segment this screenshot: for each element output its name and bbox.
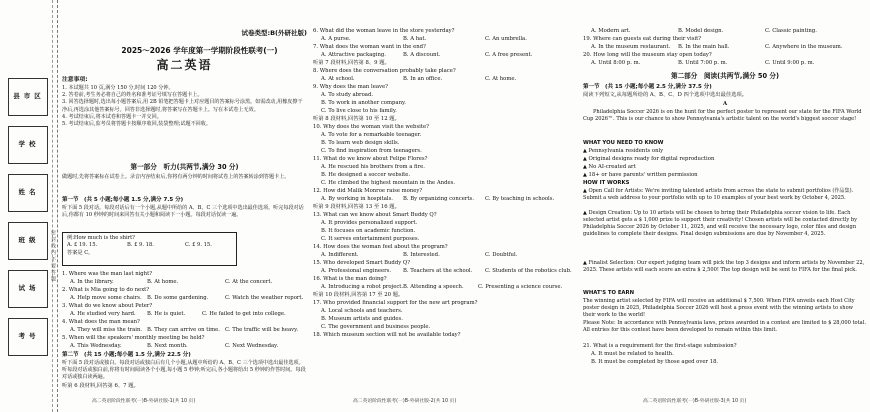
option-a[interactable]: A. Attractive packaging. xyxy=(321,52,386,58)
question-7: 7. What does the woman want in the end? xyxy=(313,44,426,50)
need-heading: WHAT YOU NEED TO KNOW xyxy=(583,140,664,146)
option-b[interactable]: B. Until 7:00 p. m. xyxy=(678,60,728,66)
option-b[interactable]: B. At home. xyxy=(147,279,179,285)
question-15: 15. Who developed Smart Buddy Q? xyxy=(313,260,411,266)
option-a[interactable]: A. It must be related to health. xyxy=(591,351,674,357)
question-18: 18. Which museum section will not be available today? xyxy=(313,332,461,338)
option-c[interactable]: C. Next Wednesday. xyxy=(225,343,279,349)
option-b[interactable]: B. To work in another company. xyxy=(321,100,406,106)
question-21: 21. What is a requirement for the first-stage submission? xyxy=(583,343,737,349)
option-c[interactable]: C. The government and business people. xyxy=(321,324,431,330)
name-label: 姓名 xyxy=(18,188,40,196)
exam-room-field[interactable] xyxy=(8,270,48,308)
question-12: 12. How did Malik Monroe raise money? xyxy=(313,188,423,194)
section2-intro: 听下面 5 段对话或独白。每段对话或独白后有几个小题,从题中所给的 A、B、C 三个选项中选出最佳选项。听每段对话或独白前,你将有时间阅读各个小题,每小题 5 秒钟;听完后,各小题将给出 5 秒钟的作答时间。每段对话或独白读两遍。 xyxy=(62,360,306,381)
need-item: ▲ 18+ or have parents' written permission xyxy=(583,172,698,178)
notice-list xyxy=(62,85,307,128)
option-b[interactable]: B. Model design. xyxy=(678,28,724,34)
binding-strip xyxy=(0,0,58,412)
option-c[interactable]: C. Anywhere in the museum. xyxy=(765,44,843,50)
option-a[interactable]: A. In the museum restaurant. xyxy=(591,44,671,50)
option-a[interactable]: A. Modern art. xyxy=(591,28,631,34)
option-a[interactable]: A. Professional engineers. xyxy=(321,268,392,274)
seal-line-note: 密 封 线 内 不 要 答 题 xyxy=(50,230,56,282)
notice-item: 2. 答卷前,考生务必将自己的姓名和准考证号填写在答题卡上。 xyxy=(62,92,203,99)
option-c[interactable]: C. Classic painting. xyxy=(765,28,817,34)
exam-title: 2025～2026 学年度第一学期阶段性联考(一) xyxy=(121,46,278,55)
option-c[interactable]: C. Until 9:00 p. m. xyxy=(765,60,815,66)
question-3: 3. What do we know about Peter? xyxy=(62,303,153,309)
option-c[interactable]: C. It serves entertainment purposes. xyxy=(321,236,420,242)
option-b[interactable]: B. It must be completed by those aged over 18. xyxy=(591,359,719,365)
how-item-1: ▲ Open Call for Artists: We're inviting talented artists from across the state to submit portfolios (作品集). Submit a web address to your portfolio with up to 10 examples of your best work by October 4, 2025. xyxy=(583,188,854,202)
option-a[interactable]: A. Indifferent. xyxy=(321,252,359,258)
note-text: Please Note: In accordance with Pennsylvania laws, prizes awarded in a contest are limited to $ 28,000 total. All entries for this contest have been developed to remain within this limit. xyxy=(583,320,866,334)
option-a[interactable]: A. In the library. xyxy=(70,279,114,285)
option-c[interactable]: C. Presenting a science course. xyxy=(478,284,563,290)
option-a[interactable]: A. At school. xyxy=(321,76,355,82)
question-14: 14. How does the woman feel about the program? xyxy=(313,244,448,250)
option-b[interactable]: B. Next month. xyxy=(147,343,188,349)
name-field[interactable] xyxy=(8,174,48,212)
page-footer-2: 高二英语阶段性联考(一)B-外研社版-2(共 10 页) xyxy=(353,399,457,404)
option-c[interactable]: C. To live close to his family. xyxy=(321,108,397,114)
exam-number-label: 考号 xyxy=(18,332,40,340)
question-8: 8. Where does the conversation probably take place? xyxy=(313,68,456,74)
notice-item: 1. 本试题共 10 页,满分 150 分,时间 120 分钟。 xyxy=(62,85,174,91)
option-b[interactable]: B. Museum artists and guides. xyxy=(321,316,403,322)
need-item: ▲ Original designs ready for digital reproduction xyxy=(583,156,715,162)
option-b[interactable]: B. To learn web design skills. xyxy=(321,140,400,146)
page-column-2 xyxy=(313,0,573,412)
option-c[interactable]: C. An umbrella. xyxy=(485,36,527,42)
option-b[interactable]: B. Attending a speech. xyxy=(403,284,464,290)
earn-heading: WHAT'S TO EARN xyxy=(583,290,635,296)
section1-heading: 第一节 (共 5 小题;每小题 1.5 分,满分 7.5 分) xyxy=(62,197,184,203)
question-19: 19. Where can guests eat during their visit? xyxy=(583,36,702,42)
question-17: 17. Who provided financial support for the new art program? xyxy=(313,300,478,306)
exam-type: 试卷类型:B(外研社版) xyxy=(241,29,307,37)
option-a[interactable]: A. To vote for a remarkable teenager. xyxy=(321,132,422,138)
part1-intro: 做题时,先将答案标在试卷上。录音内容结束后,你将有两分钟的时间将试卷上的答案转涂到答题卡上。 xyxy=(62,174,290,180)
option-b[interactable]: B. Interested. xyxy=(403,252,440,258)
question-1: 1. Where was the man last night? xyxy=(62,271,153,277)
class-label: 班级 xyxy=(18,236,40,244)
option-c[interactable]: C. He failed to get into college. xyxy=(202,311,286,317)
option-b[interactable]: B. In the main hall. xyxy=(678,44,730,50)
part1-title: 第一部分 听力(共两节,满分 30 分) xyxy=(130,163,239,171)
option-a[interactable]: A. It provides personalized support. xyxy=(321,220,418,226)
option-b[interactable]: B. Do some gardening. xyxy=(147,295,209,301)
county-field[interactable] xyxy=(8,78,48,116)
triangle-bullet-icon: ▲ xyxy=(583,164,587,170)
school-label: 学校 xyxy=(18,140,40,148)
option-a[interactable]: A. He studied very hard. xyxy=(70,311,136,317)
exam-room-label: 试场 xyxy=(18,284,40,292)
notice-item: 5. 考试结束后,监考员将答题卡按顺序收回,装袋整理;试题不回收。 xyxy=(62,121,211,128)
option-c[interactable]: C. To find inspiration from teenagers. xyxy=(321,148,422,154)
example-option-c: C. £ 9. 15. xyxy=(185,242,212,249)
notice-title: 注意事项: xyxy=(62,77,88,83)
need-item: ▲ No AI-created art xyxy=(583,164,636,170)
question-2: 2. What is Mia going to do next? xyxy=(62,287,150,293)
how-item-2: ▲ Design Creation: Up to 10 artists will be chosen to bring their Philadelphia soccer vision to life. Each selected artist gets a $ 1,000 prize to support their creativity! Chosen artists will be contacted directly by Philadelphia Soccer 2026 by October 11, 2025, and will receive the necessary logo, color files and design guidelines to complete their designs. Final design submissions are due by November 4, 2025. xyxy=(583,210,858,238)
example-option-b: B. £ 9. 18. xyxy=(127,242,154,249)
option-a[interactable]: A. By working in hospitals. xyxy=(321,196,393,202)
school-field[interactable] xyxy=(8,126,48,164)
seal-line xyxy=(52,0,53,412)
option-a[interactable]: A. A purse. xyxy=(321,36,351,42)
option-a[interactable]: A. They will miss the train. xyxy=(70,327,143,333)
section2-heading: 第二节 (共 15 小题;每小题 1.5 分,满分 22.5 分) xyxy=(62,352,191,358)
option-b[interactable]: B. It focuses on academic function. xyxy=(321,228,416,234)
example-option-a: A. £ 19. 15. xyxy=(67,242,98,249)
option-b[interactable]: B. A discount. xyxy=(403,52,441,58)
listen-instruction-8: 听第 8 段材料,回答第 10 至 12 题。 xyxy=(313,116,400,122)
option-b[interactable]: B. They can arrive on time. xyxy=(147,327,220,333)
option-b[interactable]: B. Teachers at the school. xyxy=(403,268,473,274)
subject-title: 高二英语 xyxy=(156,58,213,72)
question-20: 20. How long will the museum stay open today? xyxy=(583,52,712,58)
option-c[interactable]: C. At home. xyxy=(485,76,517,82)
option-c[interactable]: C. Students of the robotics club. xyxy=(485,268,572,274)
reading-section1-intro: 阅读下列短文,从每题所给的 A、B、C、D 四个选项中选出最佳选项。 xyxy=(583,92,748,98)
option-a[interactable]: A. Help move some chairs. xyxy=(70,295,142,301)
question-9: 9. Why does the man leave? xyxy=(313,84,388,90)
triangle-bullet-icon: ▲ xyxy=(583,210,587,216)
triangle-bullet-icon: ▲ xyxy=(583,188,587,194)
option-c[interactable]: C. The traffic will be heavy. xyxy=(225,327,299,333)
triangle-bullet-icon: ▲ xyxy=(583,172,587,178)
listen-instruction-9: 听第 9 段材料,回答第 13 至 16 题。 xyxy=(313,204,400,210)
option-a[interactable]: A. Local schools and teachers. xyxy=(321,308,403,314)
passage-intro: Philadelphia Soccer 2026 is on the hunt for the perfect poster to represent our state for the FIFA World Cup 2026™. This is our chance to show Pennsylvania's artistic talent on the world's biggest soccer stage! xyxy=(583,109,862,123)
page-column-1 xyxy=(62,0,307,412)
example-answer: 答案是 C。 xyxy=(67,249,94,256)
notice-item: 3. 回答选择题时,选出每小题答案后,用 2B 铅笔把答题卡上对应题目的答案标号涂黑。如需改动,用橡皮擦干净后,再选涂其他答案标号。回答非选择题时,将答案写在答题卡上。写在本试卷上无效。 xyxy=(62,99,303,113)
triangle-bullet-icon: ▲ xyxy=(583,148,587,154)
exam-number-field[interactable] xyxy=(8,318,48,356)
listen-instruction-7: 听第 7 段材料,回答第 8、9 题。 xyxy=(313,60,390,66)
county-label: 县市区 xyxy=(13,92,45,100)
reading-section1-heading: 第一节 (共 15 小题;每小题 2.5 分,满分 37.5 分) xyxy=(583,84,712,90)
option-c[interactable]: C. Watch the weather report. xyxy=(225,295,304,301)
option-b[interactable]: B. In an office. xyxy=(403,76,443,82)
option-b[interactable]: B. He designed a soccer website. xyxy=(321,172,411,178)
triangle-bullet-icon: ▲ xyxy=(583,260,587,266)
question-4: 4. What does the man mean? xyxy=(62,319,140,325)
triangle-bullet-icon: ▲ xyxy=(583,156,587,162)
question-6: 6. What did the woman leave in the store yesterday? xyxy=(313,28,455,34)
option-c[interactable]: C. At the concert. xyxy=(225,279,273,285)
question-11: 11. What do we know about Felipe Flores? xyxy=(313,156,428,162)
option-a[interactable]: A. This Wednesday. xyxy=(70,343,122,349)
need-item: ▲ Pennsylvania residents only xyxy=(583,148,664,154)
how-heading: HOW IT WORKS xyxy=(583,180,630,186)
option-c[interactable]: C. Doubtful. xyxy=(485,252,518,258)
class-field[interactable] xyxy=(8,222,48,260)
option-a[interactable]: A. To study abroad. xyxy=(321,92,374,98)
passage-letter: A xyxy=(722,101,728,107)
question-10: 10. Why does the woman visit the website? xyxy=(313,124,429,130)
how-item-3: ▲ Finalist Selection: Our expert judging team will pick the top 3 designs and inform artists by November 22, 2025. These artists will each score an extra $ 2,500! The top design will be sent to FIFA for the final pick. xyxy=(583,260,865,274)
section1-intro: 听下面 5 段对话。每段对话后有一个小题,从题中所给的 A、B、C 三个选项中选出最佳选项。听完每段对话后,你都有 10 秒钟的时间来回答有关小题和阅读下一小题。每段对话仅读一遍。 xyxy=(62,205,304,219)
example-question: 例:How much is the shirt? xyxy=(67,235,135,241)
option-b[interactable]: B. He is quiet. xyxy=(147,311,186,317)
listen-instruction-6: 听第 6 段材料,回答第 6、7 题。 xyxy=(62,383,139,389)
listen-instruction-10: 听第 10 段材料,回答第 17 至 20 题。 xyxy=(313,292,404,298)
page-column-3 xyxy=(583,0,867,412)
notice-item: 4. 考试结束后,将本试卷和答题卡一并交回。 xyxy=(62,113,162,120)
option-a[interactable]: A. Until 8:00 p. m. xyxy=(591,60,641,66)
page-footer-3: 高二英语阶段性联考(一)B-外研社版-3(共 10 页) xyxy=(643,399,747,404)
question-5: 5. When will the speakers' monthly meeting be held? xyxy=(62,335,205,341)
option-c[interactable]: C. By teaching in schools. xyxy=(485,196,555,202)
option-a[interactable]: A. Introducing a robot project. xyxy=(321,284,404,290)
option-c[interactable]: C. He climbed the highest mountain in the Andes. xyxy=(321,180,455,186)
earn-text: The winning artist selected by FIFA will receive an additional $ 7,500. When FIFA unveils each Host City poster design in 2025, Philadelphia Soccer 2026 will host a press event with the winning artists to show their work to the world! xyxy=(583,298,855,319)
option-b[interactable]: B. A hat. xyxy=(403,36,427,42)
option-b[interactable]: B. By organizing concerts. xyxy=(403,196,474,202)
question-13: 13. What can we know about Smart Buddy Q? xyxy=(313,212,437,218)
option-c[interactable]: C. A free present. xyxy=(485,52,533,58)
page-footer-1: 高二英语阶段性联考(一)B-外研社版-1(共 10 页) xyxy=(92,399,196,404)
question-16: 16. What is the man doing? xyxy=(313,276,387,282)
example-box xyxy=(62,232,237,266)
option-a[interactable]: A. He rescued his brothers from a fire. xyxy=(321,164,425,170)
part2-title: 第二部分 阅读(共两节,满分 50 分) xyxy=(670,72,780,80)
